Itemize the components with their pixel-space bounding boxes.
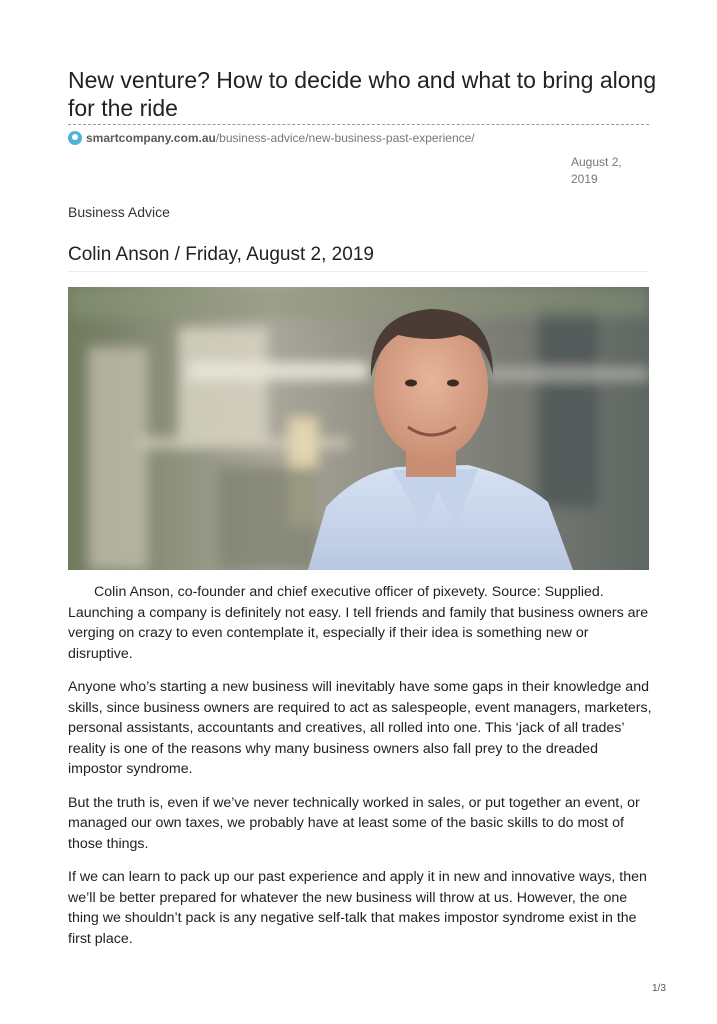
byline-divider (68, 271, 649, 272)
photo-caption: Colin Anson, co-founder and chief executive officer of pixevety. Source: Supplied. (94, 584, 604, 600)
article-body (68, 582, 653, 962)
source-domain: smartcompany.com.au (86, 131, 216, 145)
favicon-icon (68, 131, 82, 145)
article-paragraph: Launching a company is definitely not easy. I tell friends and family that business owners are verging on crazy to even contemplate it, especially if their idea is something new or disruptive. (68, 604, 649, 662)
article-byline: Colin Anson / Friday, August 2, 2019 (68, 244, 374, 265)
article-paragraph: If we can learn to pack up our past experience and apply it in new and innovative ways, then we’ll be better prepared for whatever the new business will throw at us. However, the one thing we shouldn’t pack is any negative self-talk that makes impostor syndrome exist in the first place. (68, 869, 647, 947)
page-title: New venture? How to decide who and what to bring along for the ride (68, 67, 657, 121)
title-divider (68, 124, 649, 125)
article-paragraph: But the truth is, even if we’ve never technically worked in sales, or put together an event, or managed our own taxes, we probably have at least some of the basic skills to do most of those things. (68, 794, 640, 852)
article-paragraph: Anyone who’s starting a new business will inevitably have some gaps in their knowledge and skills, since business owners are required to act as salespeople, event managers, marketers, personal assistants, accountants and creatives, all rolled into one. This ‘jack of all trades’ reality is one of the reasons why many business owners also fall prey to the dreaded impostor syndrome. (68, 679, 652, 777)
page-number: 1/3 (652, 983, 666, 994)
article-intro-paragraph (68, 582, 653, 664)
source-link[interactable] (68, 129, 475, 147)
author-photo (68, 287, 649, 570)
document-date: August 2, 2019 (571, 155, 622, 186)
article-category: Business Advice (68, 204, 170, 220)
source-path: /business-advice/new-business-past-experience/ (215, 131, 475, 145)
